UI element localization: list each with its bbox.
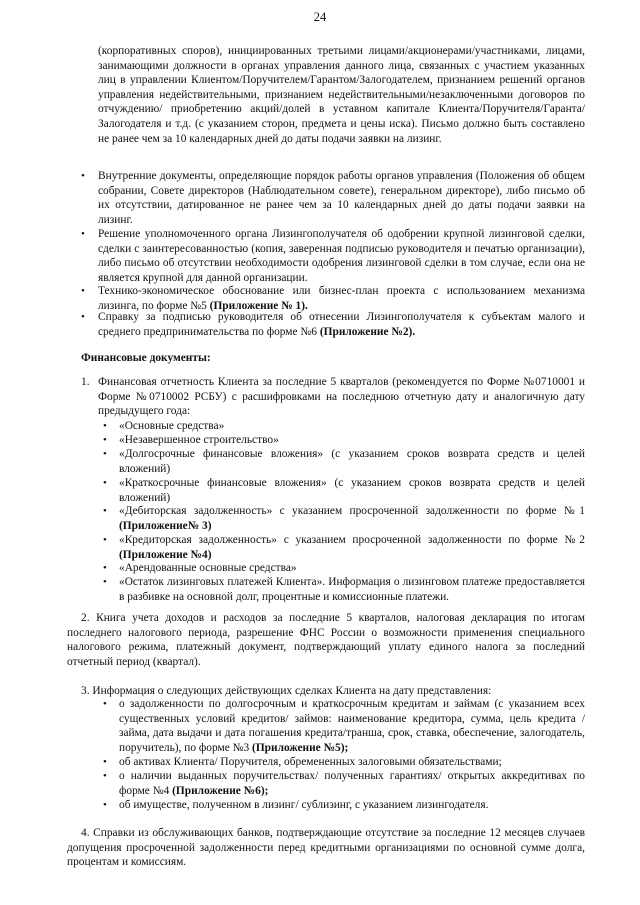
bullet-icon: • bbox=[81, 228, 85, 240]
bullet-icon: • bbox=[103, 477, 107, 489]
intro-paragraph: (корпоративных споров), инициированных третьими лицами/акционерами/участниками, лицами, занимающими должности в органах управления данного лица, связанных с участием указанных лиц в управлении Клиентом/Поручителем/Гарантом/Залогодателем, признанием решений органов управления недействительными, признанием недействительными/незаключенными договоров по отчуждению/ приобретению акций/долей в уставном капитале Клиента/Поручителя/Гаранта/Залогодателя и т.д. (с указанием сторон, предмета и цены иска). Письмо должно быть составлено не ранее чем за 10 календарных дней до даты подачи заявки на лизинг. bbox=[98, 45, 585, 145]
subitem-loans: о задолженности по долгосрочным и краткосрочным кредитам и займам (с указанием всех существенных условий кредитов/ займов: наименование кредитора, сумма, цель кредита /займа, дата выдачи и дата погашения кредита/транша, срок, ставка, обеспечение, залогодатель, поручитель), по форме №3 (Приложение №5); bbox=[119, 698, 585, 754]
subitem-guarantees: о наличии выданных поручительствах/ полученных гарантиях/ открытых аккредитивах по форме №4 (Приложение №6); bbox=[119, 770, 585, 797]
subitem-lease-balance: «Остаток лизинговых платежей Клиента». Информация о лизинговом платеже предоставляется в разбивке на основной долг, процентные и комиссионные платежи. bbox=[119, 576, 585, 603]
bullet-icon: • bbox=[103, 534, 107, 546]
bullet-icon: • bbox=[103, 562, 107, 574]
bullet-icon: • bbox=[81, 170, 85, 182]
subitem-short-term-investments: «Краткосрочные финансовые вложения» (с указанием сроков возврата средств и целей вложений) bbox=[119, 477, 585, 504]
item3-text: 3. Информация о следующих действующих сделках Клиента на дату представления: bbox=[81, 685, 492, 697]
bullet-internal-documents: Внутренние документы, определяющие порядок работы органов управления (Положения об общем собрании, Совете директоров (Наблюдательном совете), генеральном директоре), либо письмо об их отсутствии, датированное не ранее чем за 10 календарных дней до даты подачи заявки на лизинг. bbox=[98, 170, 585, 226]
section-heading: Финансовые документы: bbox=[81, 352, 211, 364]
subitem-pledged-assets: об активах Клиента/ Поручителя, обремененных залоговыми обязательствами; bbox=[119, 756, 502, 768]
bullet-icon: • bbox=[103, 770, 107, 782]
bullet-sme-certificate: Справку за подписью руководителя об отнесении Лизингополучателя к субъектам малого и среднего предпринимательства по форме №6 (Приложение №2). bbox=[98, 311, 585, 338]
subitem-leased-assets: «Арендованные основные средства» bbox=[119, 562, 297, 574]
subitem-payables: «Кредиторская задолженность» с указанием просроченной задолженности по форме №2 (Приложение №4) bbox=[119, 534, 585, 561]
bullet-icon: • bbox=[103, 756, 107, 768]
item2-paragraph: 2. Книга учета доходов и расходов за последние 5 кварталов, налоговая декларация по итогам последнего налогового периода, разрешение ФНС России о возможности применения специального налогового режима, платежный документ, подтверждающий уплату единого налога за последний отчетный период (квартал). bbox=[67, 612, 585, 668]
bullet-icon: • bbox=[103, 434, 107, 446]
subitem-fixed-assets: «Основные средства» bbox=[119, 420, 225, 432]
bullet-icon: • bbox=[103, 420, 107, 432]
subitem-construction: «Незавершенное строительство» bbox=[119, 434, 279, 446]
bullet-icon: • bbox=[81, 311, 85, 323]
bullet-icon: • bbox=[103, 576, 107, 588]
subitem-leased-property: об имуществе, полученном в лизинг/ сублизинг, с указанием лизингодателя. bbox=[119, 799, 489, 811]
bullet-icon: • bbox=[81, 285, 85, 297]
bullet-business-plan: Технико-экономическое обоснование или бизнес-план проекта с использованием механизма лизинга, по форме №5 (Приложение № 1). bbox=[98, 285, 585, 312]
item4-paragraph: 4. Справки из обслуживающих банков, подтверждающие отсутствие за последние 12 месяцев случаев допущения просроченной задолженности перед кредитными организациями по основной сумме долга, процентам и комиссиям. bbox=[67, 827, 585, 869]
item1-text: Финансовая отчетность Клиента за последние 5 кварталов (рекомендуется по Форме №0710001 и Форме №0710002 РСБУ) с расшифровками на последнюю отчетную дату и аналогичную дату предыдущего года: bbox=[98, 376, 585, 418]
page-number: 24 bbox=[313, 10, 327, 24]
bullet-icon: • bbox=[103, 505, 107, 517]
bullet-approval-decision: Решение уполномоченного органа Лизингополучателя об одобрении крупной лизинговой сделки, сделки с заинтересованностью (копия, заверенная подписью руководителя и печатью организации), либо письмо об отсутствии необходимости одобрения лизинговой сделки в том случае, если она не является крупной для данной организации. bbox=[98, 228, 585, 284]
subitem-long-term-investments: «Долгосрочные финансовые вложения» (с указанием сроков возврата средств и целей вложений) bbox=[119, 448, 585, 475]
item1-number: 1. bbox=[81, 376, 90, 388]
subitem-receivables: «Дебиторская задолженность» с указанием просроченной задолженности по форме №1 (Приложение№ 3) bbox=[119, 505, 585, 532]
bullet-icon: • bbox=[103, 698, 107, 710]
bullet-icon: • bbox=[103, 799, 107, 811]
bullet-icon: • bbox=[103, 448, 107, 460]
